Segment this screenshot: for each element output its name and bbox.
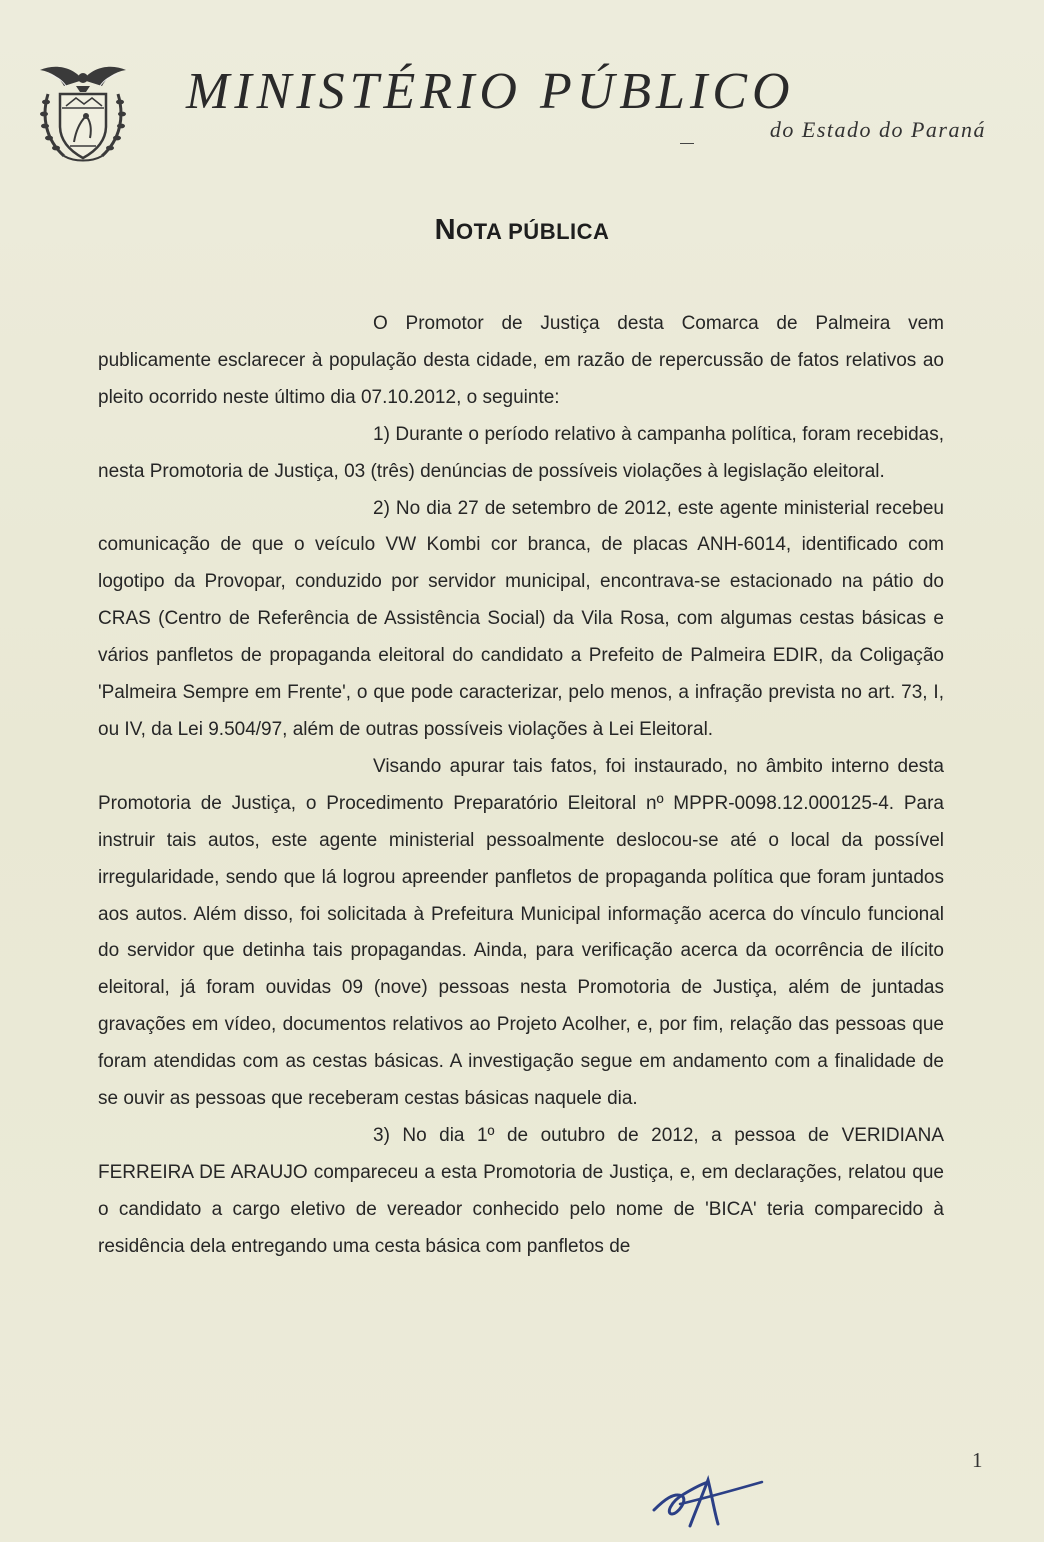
paragraph-item-3: 3) No dia 1º de outubro de 2012, a pessoa de VERIDIANA FERREIRA DE ARAUJO compareceu a esta Promotoria de Justiça, e, em declarações, relatou que o candidato a cargo eletivo de vereador conhecido pelo nome de 'BICA' teria comparecido à residência dela entregando uma cesta básica com panfletos de [98, 1124, 944, 1257]
document-heading [0, 214, 1044, 247]
institution-title: MINISTÉRIO PÚBLICO [186, 63, 795, 120]
paragraph-item-2: 2) No dia 27 de setembro de 2012, este agente ministerial recebeu comunicação de que o veículo VW Kombi cor branca, de placas ANH-6014, identificado com logotipo da Provopar, conduzido por servidor municipal, encontrava-se estacionado na pátio do CRAS (Centro de Referência de Assistência Social) da Vila Rosa, com algumas cestas básicas e vários panfletos de propaganda eleitoral do candidato a Prefeito de Palmeira EDIR, da Coligação 'Palmeira Sempre em Frente', o que pode caracterizar, pelo menos, a infração prevista no art. 73, I, ou IV, da Lei 9.504/97, além de outras possíveis violações à Lei Eleitoral. [98, 497, 944, 740]
paragraph-investigation: Visando apurar tais fatos, foi instaurado, no âmbito interno desta Promotoria de Justiça, o Procedimento Preparatório Eleitoral nº MPPR-0098.12.000125-4. Para instruir tais autos, este agente ministerial pessoalmente deslocou-se até o local da possível irregularidade, sendo que lá logrou apreender panfletos de propaganda política que foram juntados aos autos. Além disso, foi solicitada à Prefeitura Municipal informação acerca do vínculo funcional do servidor que detinha tais propagandas. Ainda, para verificação acerca da ocorrência de ilícito eleitoral, já foram ouvidas 09 (nove) pessoas nesta Promotoria de Justiça, além de juntadas gravações em vídeo, documentos relativos ao Projeto Acolher, e, por fim, relação das pessoas que foram atendidas com as cestas básicas. A investigação segue em andamento com a finalidade de se ouvir as pessoas que receberam cestas básicas naquele dia. [98, 755, 944, 1110]
institution-subtitle: do Estado do Paraná [769, 117, 986, 142]
heading-rest: OTA PÚBLICA [456, 219, 610, 244]
paragraph-item-1: 1) Durante o período relativo à campanha política, foram recebidas, nesta Promotoria de Justiça, 03 (três) denúncias de possíveis violações à legislação eleitoral. [98, 423, 944, 482]
signature-icon [650, 1470, 768, 1532]
paragraph-intro: O Promotor de Justiça desta Comarca de Palmeira vem publicamente esclarecer à população desta cidade, em razão de repercussão de fatos relativos ao pleito ocorrido neste último dia 07.10.2012, o seguinte: [98, 313, 944, 408]
heading-initial: N [434, 214, 457, 246]
coat-of-arms-icon [34, 58, 132, 168]
page-number: 1 [972, 1448, 983, 1472]
subtitle-rule [680, 143, 694, 144]
document-body [98, 306, 944, 1266]
